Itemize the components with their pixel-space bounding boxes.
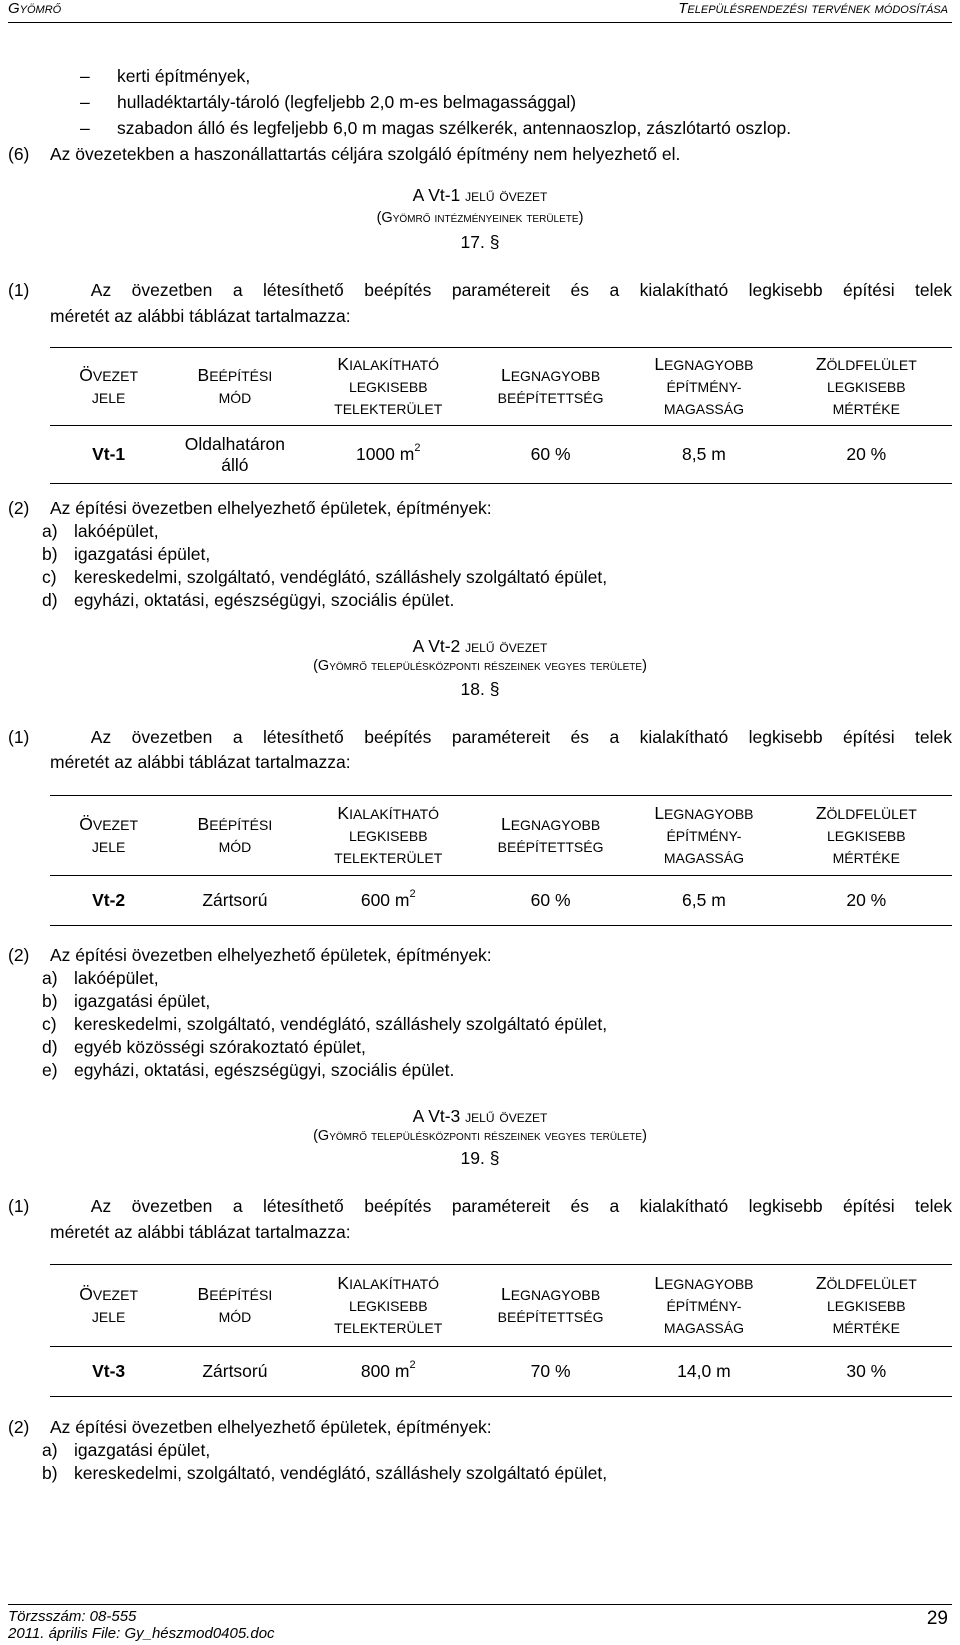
table-cell-coverage: 70 %	[474, 1347, 627, 1397]
table-header-cell: ÖVEZET JELE	[50, 796, 167, 876]
table-cell-mode: Zártsorú	[167, 1347, 302, 1397]
section-number: 19. §	[460, 1148, 500, 1168]
table-header-row	[50, 796, 952, 876]
table-header-row	[50, 348, 952, 426]
table-cell-code: Vt-1	[50, 426, 167, 484]
table-cell-height: 8,5 m	[627, 426, 780, 484]
table-cell-mode: Zártsorú	[167, 876, 302, 926]
table-cell-code: Vt-3	[50, 1347, 167, 1397]
footer-rule	[8, 1604, 952, 1605]
zone-title: A Vt-2 jelű övezet	[412, 636, 548, 656]
table-cell-height: 14,0 m	[627, 1347, 780, 1397]
table-header-cell: ZÖLDFELÜLET LEGKISEBB MÉRTÉKE	[781, 1265, 952, 1347]
paragraph-1-line: (1) Az övezetben a létesíthető beépítés paramétereit és a kialakítható legkisebb építési telek	[8, 727, 953, 747]
dash-icon: –	[80, 66, 90, 86]
header-left-title: Gyömrő	[8, 0, 62, 17]
table-header-cell: LEGNAGYOBB ÉPÍTMÉNY- MAGASSÁG	[627, 796, 780, 876]
table-header-cell: KIALAKÍTHATÓ LEGKISEBB TELEKTERÜLET	[303, 1265, 474, 1347]
table-header-cell: LEGNAGYOBB ÉPÍTMÉNY- MAGASSÁG	[627, 1265, 780, 1347]
paragraph-1-line: méretét az alábbi táblázat tartalmazza:	[50, 1222, 351, 1242]
table-cell-area: 1000 $m^2$	[303, 426, 474, 484]
paragraph-1-line: méretét az alábbi táblázat tartalmazza:	[50, 306, 351, 326]
table-row	[50, 1347, 952, 1397]
table-cell-area: 800 $m^2$	[303, 1347, 474, 1397]
table-header-cell: KIALAKÍTHATÓ LEGKISEBB TELEKTERÜLET	[303, 348, 474, 426]
table-cell-green: 20 %	[781, 876, 952, 926]
page-number: 29	[926, 1608, 948, 1629]
table-header-cell: LEGNAGYOBB BEÉPÍTETTSÉG	[474, 796, 627, 876]
table-cell-code: Vt-2	[50, 876, 167, 926]
footer-file-info: 2011. április File: Gy_hészmod0405.doc	[8, 1625, 275, 1642]
table-header-cell: BEÉPÍTÉSI MÓD	[167, 348, 302, 426]
footer-registry-number: Törzsszám: 08-555	[8, 1608, 137, 1625]
zone-parameter-table	[50, 1264, 952, 1397]
table-header-row	[50, 1265, 952, 1347]
zone-parameter-table	[50, 795, 952, 926]
zone-parameter-table	[50, 347, 952, 484]
table-header-cell: LEGNAGYOBB BEÉPÍTETTSÉG	[474, 348, 627, 426]
paragraph-1-line: (1) Az övezetben a létesíthető beépítés paramétereit és a kialakítható legkisebb építési telek	[8, 280, 953, 300]
header-rule	[8, 22, 952, 23]
table-cell-mode: Oldalhatáron álló	[167, 426, 302, 484]
table-header-cell: ÖVEZET JELE	[50, 1265, 167, 1347]
zone-subtitle: (Gyömrő intézményeinek területe)	[376, 210, 584, 226]
table-header-cell: ZÖLDFELÜLET LEGKISEBB MÉRTÉKE	[781, 796, 952, 876]
table-header-cell: LEGNAGYOBB ÉPÍTMÉNY- MAGASSÁG	[627, 348, 780, 426]
zone-subtitle: (Gyömrő településközponti részeinek vegyes területe)	[313, 658, 647, 674]
table-cell-coverage: 60 %	[474, 426, 627, 484]
table-header-cell: LEGNAGYOBB BEÉPÍTETTSÉG	[474, 1265, 627, 1347]
table-cell-height: 6,5 m	[627, 876, 780, 926]
table-cell-green: 20 %	[781, 426, 952, 484]
table-header-cell: ZÖLDFELÜLET LEGKISEBB MÉRTÉKE	[781, 348, 952, 426]
zone-subtitle: (Gyömrő településközponti részeinek vegyes területe)	[313, 1128, 647, 1144]
zone-title: A Vt-3 jelű övezet	[412, 1106, 548, 1126]
section-number: 17. §	[460, 232, 500, 252]
table-cell-coverage: 60 %	[474, 876, 627, 926]
table-row	[50, 426, 952, 484]
table-row	[50, 876, 952, 926]
table-cell-green: 30 %	[781, 1347, 952, 1397]
paragraph-1-line: (1) Az övezetben a létesíthető beépítés paramétereit és a kialakítható legkisebb építési telek	[8, 1196, 953, 1216]
table-cell-area: 600 $m^2$	[303, 876, 474, 926]
dash-icon: –	[80, 118, 90, 138]
table-header-cell: KIALAKÍTHATÓ LEGKISEBB TELEKTERÜLET	[303, 796, 474, 876]
header-right-title: Településrendezési tervének módosítása	[678, 0, 948, 17]
zone-title: A Vt-1 jelű övezet	[412, 185, 548, 205]
paragraph-1-line: méretét az alábbi táblázat tartalmazza:	[50, 752, 351, 772]
section-number: 18. §	[460, 679, 500, 699]
table-header-cell: BEÉPÍTÉSI MÓD	[167, 1265, 302, 1347]
table-header-cell: ÖVEZET JELE	[50, 348, 167, 426]
table-header-cell: BEÉPÍTÉSI MÓD	[167, 796, 302, 876]
dash-icon: –	[80, 92, 90, 112]
